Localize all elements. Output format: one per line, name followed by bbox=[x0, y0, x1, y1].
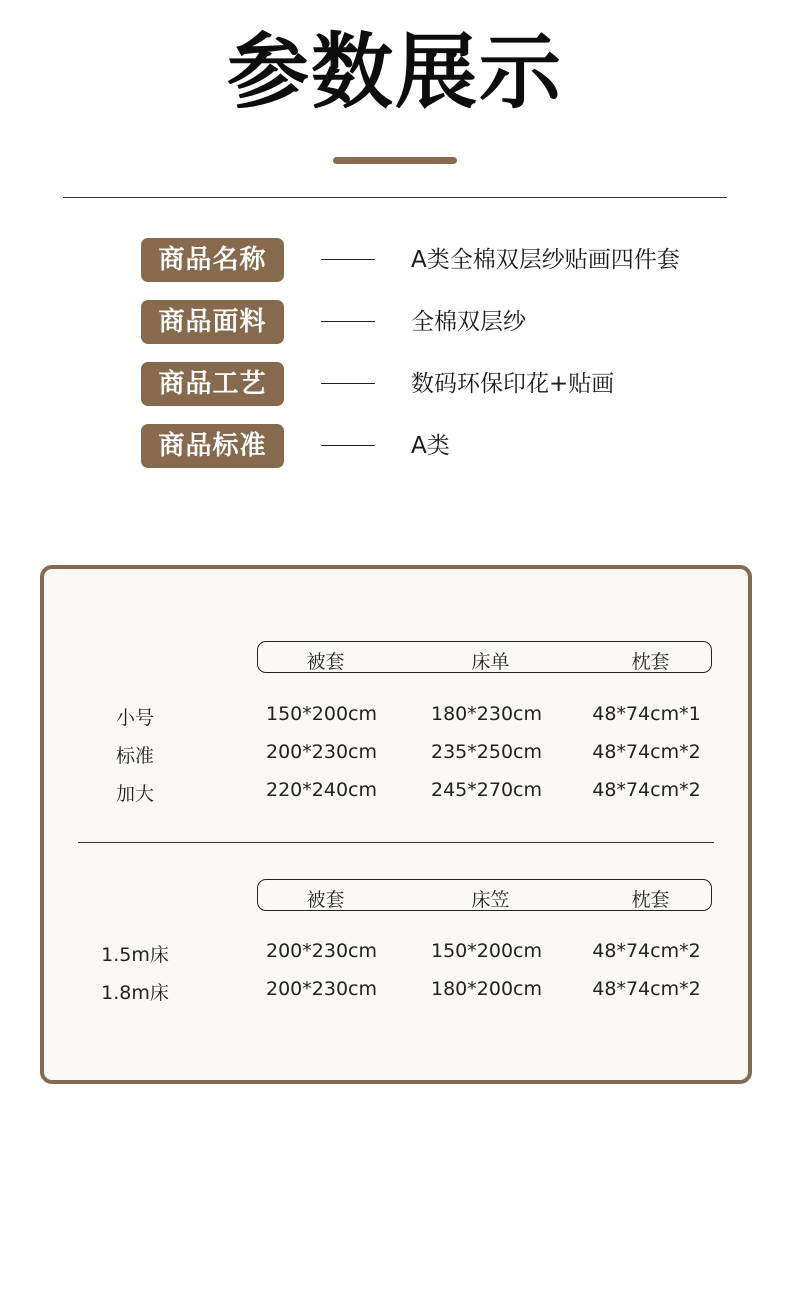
table2-header-cell: 床笠 bbox=[471, 889, 510, 911]
param-row-name bbox=[0, 238, 790, 282]
table-cell: 235*250cm bbox=[431, 741, 542, 763]
param-row-craft bbox=[0, 362, 790, 406]
size-table-panel bbox=[40, 565, 752, 1084]
top-divider bbox=[63, 197, 727, 198]
table-cell: 48*74cm*1 bbox=[592, 703, 701, 725]
table-cell: 48*74cm*2 bbox=[592, 940, 701, 962]
table1-header-cell: 床单 bbox=[471, 651, 510, 673]
param-value: 数码环保印花+贴画 bbox=[411, 371, 615, 397]
table-cell: 150*200cm bbox=[266, 703, 377, 725]
param-label: 商品名称 bbox=[141, 238, 284, 282]
table-cell: 200*230cm bbox=[266, 741, 377, 763]
param-label: 商品面料 bbox=[141, 300, 284, 344]
table-cell: 180*230cm bbox=[431, 703, 542, 725]
row-name: 1.5m床 bbox=[101, 944, 169, 966]
param-dash bbox=[321, 259, 375, 260]
param-value: A类 bbox=[411, 433, 450, 459]
table-cell: 48*74cm*2 bbox=[592, 779, 701, 801]
table-cell: 180*200cm bbox=[431, 978, 542, 1000]
table2-header-cell: 枕套 bbox=[631, 889, 670, 911]
page-title: 参数展示 bbox=[226, 25, 563, 120]
table-divider bbox=[78, 842, 714, 843]
row-name: 加大 bbox=[115, 783, 154, 805]
param-label: 商品工艺 bbox=[141, 362, 284, 406]
table1-header-cell: 枕套 bbox=[631, 651, 670, 673]
row-name: 1.8m床 bbox=[101, 982, 169, 1004]
table-cell: 150*200cm bbox=[431, 940, 542, 962]
param-label: 商品标准 bbox=[141, 424, 284, 468]
row-name: 标准 bbox=[115, 745, 154, 767]
param-dash bbox=[321, 445, 375, 446]
table-cell: 200*230cm bbox=[266, 940, 377, 962]
param-dash bbox=[321, 321, 375, 322]
table2-header-cell: 被套 bbox=[306, 889, 345, 911]
table-cell: 48*74cm*2 bbox=[592, 978, 701, 1000]
param-row-standard bbox=[0, 424, 790, 468]
param-dash bbox=[321, 383, 375, 384]
title-accent-bar bbox=[333, 157, 457, 164]
table-cell: 48*74cm*2 bbox=[592, 741, 701, 763]
table1-header-cell: 被套 bbox=[306, 651, 345, 673]
table-cell: 200*230cm bbox=[266, 978, 377, 1000]
table1-header bbox=[257, 641, 712, 673]
param-value: A类全棉双层纱贴画四件套 bbox=[411, 247, 680, 273]
param-value: 全棉双层纱 bbox=[411, 309, 526, 335]
table-cell: 245*270cm bbox=[431, 779, 542, 801]
table2-header bbox=[257, 879, 712, 911]
table-cell: 220*240cm bbox=[266, 779, 377, 801]
param-row-fabric bbox=[0, 300, 790, 344]
row-name: 小号 bbox=[115, 707, 154, 729]
